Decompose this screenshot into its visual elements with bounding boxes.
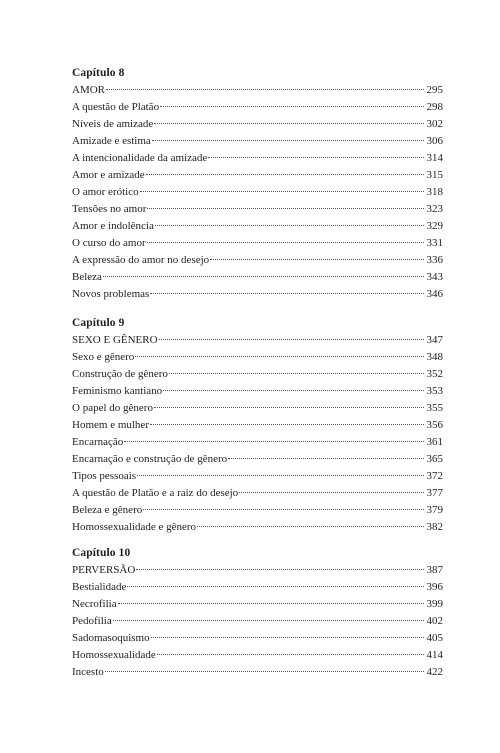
toc-entry-title: SEXO E GÊNERO [72,334,158,346]
toc-entry [72,99,443,116]
toc-entry-page-number: 346 [426,288,443,300]
toc-entry [72,400,443,417]
dot-leader [135,356,424,357]
toc-entry-title: Homossexualidade [72,649,156,661]
toc-entry [72,252,443,269]
chapter-10-section [72,544,443,681]
toc-entry-page-number: 353 [426,385,443,397]
toc-entry-page-number: 298 [426,101,443,113]
dot-leader [163,390,424,391]
dot-leader [150,424,424,425]
dot-leader [137,475,424,476]
toc-entry [72,579,443,596]
toc-entry-page-number: 402 [426,615,443,627]
toc-entry-title: Sexo e gênero [72,351,135,363]
chapter-8-section [72,64,443,303]
toc-entry-title: Bestialidade [72,581,127,593]
dot-leader [136,569,424,570]
toc-entry [72,434,443,451]
dot-leader [169,373,424,374]
toc-entry [72,332,443,349]
toc-entry-page-number: 302 [426,118,443,130]
toc-entry-title: Amor e amizade [72,169,145,181]
toc-entry [72,485,443,502]
chapter-heading: Capítulo 8 [72,67,125,79]
toc-entry-title: Sadomasoquismo [72,632,150,644]
toc-entry [72,596,443,613]
toc-entry-title: A expressão do amor no desejo [72,254,210,266]
toc-entry-title: O curso do amor [72,237,146,249]
toc-entry-page-number: 361 [426,436,443,448]
toc-entry [72,184,443,201]
toc-entry-page-number: 348 [426,351,443,363]
toc-entry-title: Construção de gênero [72,368,168,380]
toc-entry [72,451,443,468]
dot-leader [124,441,424,442]
toc-entry-page-number: 405 [426,632,443,644]
toc-entry-title: Homem e mulher [72,419,149,431]
toc-entry [72,664,443,681]
toc-entry-page-number: 318 [426,186,443,198]
toc-entry [72,150,443,167]
dot-leader [210,259,424,260]
dot-leader [159,339,424,340]
toc-entry-page-number: 414 [426,649,443,661]
toc-entry-page-number: 314 [426,152,443,164]
toc-entry-page-number: 382 [426,521,443,533]
toc-entry [72,218,443,235]
toc-entry [72,502,443,519]
dot-leader [150,293,424,294]
chapter-heading: Capítulo 9 [72,317,125,329]
toc-entry [72,349,443,366]
toc-entry-page-number: 329 [426,220,443,232]
dot-leader [143,509,424,510]
toc-entry-page-number: 331 [426,237,443,249]
toc-entry-title: PERVERSÃO [72,564,136,576]
dot-leader [127,586,424,587]
toc-entry [72,235,443,252]
dot-leader [239,492,424,493]
toc-entry [72,201,443,218]
toc-entry-page-number: 347 [426,334,443,346]
toc-entry-page-number: 422 [426,666,443,678]
dot-leader [228,458,424,459]
dot-leader [152,140,424,141]
dot-leader [113,620,424,621]
toc-entry-title: A intencionalidade da amizade [72,152,208,164]
dot-leader [208,157,424,158]
toc-entry-page-number: 377 [426,487,443,499]
toc-entry-title: Amizade e estima [72,135,151,147]
chapter-heading: Capítulo 10 [72,547,131,559]
toc-entry-title: Novos problemas [72,288,150,300]
dot-leader [106,89,424,90]
toc-entry-title: Feminismo kantiano [72,385,163,397]
toc-entry [72,116,443,133]
toc-entry-title: Encarnação [72,436,124,448]
toc-entry [72,82,443,99]
toc-entry-title: A questão de Platão [72,101,160,113]
toc-entry-page-number: 343 [426,271,443,283]
dot-leader [140,191,424,192]
toc-entry-title: A questão de Platão e a raiz do desejo [72,487,239,499]
toc-entry [72,468,443,485]
toc-entry [72,286,443,303]
toc-entry-page-number: 356 [426,419,443,431]
toc-entry-title: O amor erótico [72,186,139,198]
toc-entry-page-number: 399 [426,598,443,610]
toc-entry-title: Homossexualidade e gênero [72,521,197,533]
toc-entry-title: Pedofilia [72,615,112,627]
toc-entry-page-number: 352 [426,368,443,380]
dot-leader [146,174,424,175]
toc-entry [72,383,443,400]
toc-entry-page-number: 396 [426,581,443,593]
toc-entry-page-number: 387 [426,564,443,576]
dot-leader [118,603,424,604]
dot-leader [154,123,424,124]
toc-entry-title: Necrofilia [72,598,117,610]
toc-entry [72,630,443,647]
dot-leader [197,526,424,527]
chapter-entries [72,332,443,536]
dot-leader [157,654,424,655]
toc-entry-page-number: 355 [426,402,443,414]
toc-entry [72,519,443,536]
chapter-entries [72,82,443,303]
toc-entry-title: Tensões no amor [72,203,147,215]
toc-entry [72,613,443,630]
toc-entry-title: AMOR [72,84,106,96]
toc-entry-title: O papel do gênero [72,402,153,414]
toc-entry-page-number: 323 [426,203,443,215]
chapter-9-section [72,314,443,536]
dot-leader [154,407,424,408]
toc-entry-title: Beleza e gênero [72,504,143,516]
dot-leader [155,225,424,226]
toc-entry-title: Tipos pessoais [72,470,137,482]
toc-entry-title: Beleza [72,271,102,283]
toc-entry-page-number: 365 [426,453,443,465]
toc-entry [72,366,443,383]
toc-entry [72,647,443,664]
dot-leader [147,208,424,209]
dot-leader [160,106,424,107]
toc-entry-page-number: 306 [426,135,443,147]
toc-entry [72,417,443,434]
toc-entry-title: Incesto [72,666,104,678]
dot-leader [105,671,424,672]
toc-entry-page-number: 336 [426,254,443,266]
toc-entry-page-number: 372 [426,470,443,482]
toc-entry-page-number: 315 [426,169,443,181]
dot-leader [151,637,424,638]
dot-leader [147,242,424,243]
toc-entry [72,269,443,286]
toc-entry [72,562,443,579]
toc-entry-page-number: 379 [426,504,443,516]
toc-entry-title: Amor e indolência [72,220,154,232]
toc-entry-title: Encarnação e construção de gênero [72,453,228,465]
toc-entry-title: Níveis de amizade [72,118,154,130]
toc-entry [72,167,443,184]
chapter-entries [72,562,443,681]
toc-entry-page-number: 295 [426,84,443,96]
dot-leader [103,276,424,277]
toc-entry [72,133,443,150]
